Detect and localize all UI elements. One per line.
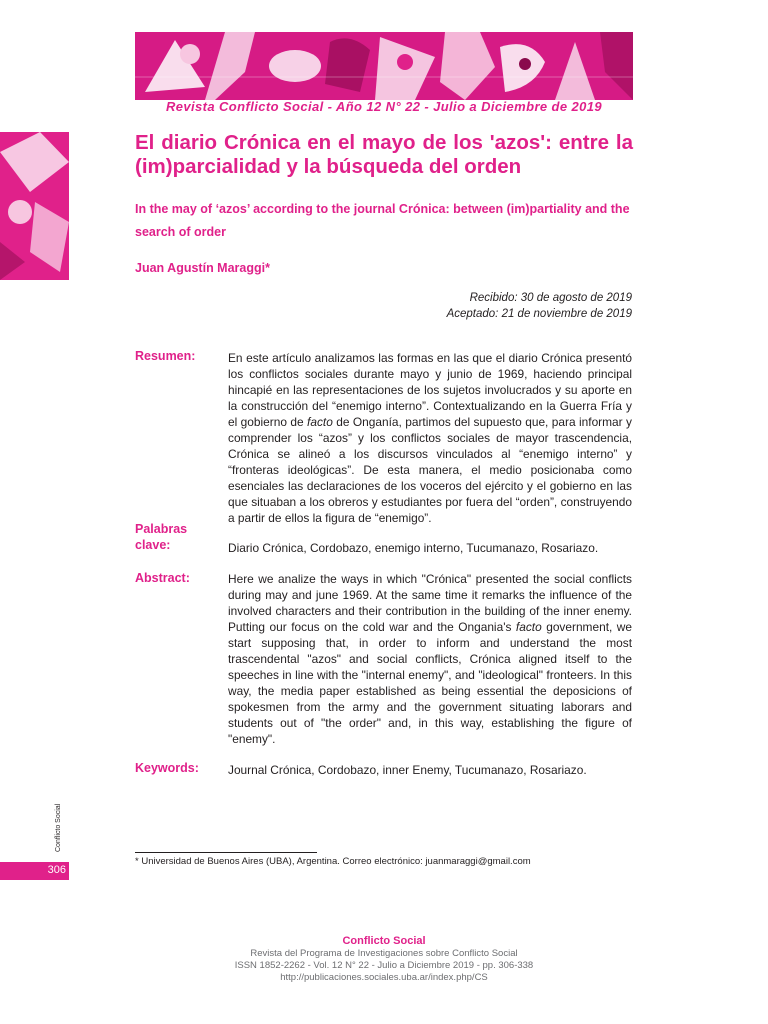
article-title: El diario Crónica en el mayo de los 'azos': entre la (im)parcialidad y la búsqueda del orden [135,131,633,178]
page-number-tab [0,862,69,880]
article-subtitle-english: In the may of ‘azos’ according to the journal Crónica: between (im)partiality and the search of order [135,202,630,239]
resumen-text [228,350,632,526]
footer-issn-line: ISSN 1852-2262 - Vol. 12 N° 22 - Julio a Diciembre 2019 - pp. 306-338 [234,960,534,971]
abstract-label: Abstract: [135,571,190,585]
resumen-label: Resumen: [135,349,196,363]
palabras-clave-text: Diario Crónica, Cordobazo, enemigo interno, Tucumanazo, Rosariazo. [228,541,599,555]
abstract-text-part1: Here we analize the ways in which "Crónica" presented the social conflicts during may and june 1969. At the same time it remarks the influence of the involved characters and their contribution in the building of the inner enemy. Putting our focus on the cold war and the Ongania's [228,572,632,634]
abstract-text [228,571,632,747]
submission-dates [447,290,632,322]
palabras-clave-label-line2: clave: [135,538,171,552]
accepted-date: Aceptado: 21 de noviembre de 2019 [446,308,632,320]
journal-issue-line: Revista Conflicto Social - Año 12 N° 22 - Julio a Diciembre de 2019 [165,99,603,114]
footnote-divider [135,852,317,853]
keywords-label: Keywords: [135,761,199,775]
guernica-fragment-icon [0,132,69,280]
resumen-italic: facto [307,415,333,429]
resumen-text-part2: de Onganía, partimos del supuesto que, para informar y comprender los “azos” y los conflictos sociales de mayor trascendencia, Crónica se alineó a los discursos vinculados al “enemigo interno” y “fronteras ideológicas”. De esta manera, el medio posicionaba como esenciales las declaraciones de los voceros del ejército y el gobierno en las que situaban a los obreros y estudiantes por fuera del “orden”, construyendo a partir de ellos la figura de “enemigo”. [228,415,632,525]
page-number: 306 [47,864,66,876]
guernica-collage-icon [135,32,633,100]
palabras-clave-label-line1: Palabras [135,522,188,536]
footer-url-line: http://publicaciones.sociales.uba.ar/index.php/CS [280,972,488,983]
header-banner-image [135,32,633,100]
abstract-text-part2: government, we start supposing that, in order to inform and understand the most trascendental "azos" and social conflicts, Crónica aligned itself to the speeches in line with the "internal enemy", and "ideological" fronteers. In this way, the media paper established as being essential the deposicions of spokesmen from the army and the government situating laborars and students out of "the order" and, in this way, establishing the figure of "enemy". [228,620,633,746]
keywords-text: Journal Crónica, Cordobazo, inner Enemy, Tucumanazo, Rosariazo. [228,763,587,777]
author-footnote: * Universidad de Buenos Aires (UBA), Argentina. Correo electrónico: juanmaraggi@gmail.com [135,856,531,867]
footer-journal-name: Conflicto Social [342,935,426,947]
footer-program-line: Revista del Programa de Investigaciones sobre Conflicto Social [250,948,518,959]
palabras-clave-label [135,521,187,553]
side-banner-image [0,132,69,280]
margin-journal-label: Conflicto Social [55,803,62,852]
resumen-text-part1: En este artículo analizamos las formas en las que el diario Crónica presentó los conflictos sociales durante mayo y junio de 1969, haciendo principal hincapié en las representaciones de los sujetos involucrados y su aporte en la construcción del “enemigo interno”. Contextualizando en la Guerra Fría y el gobierno de [228,351,632,429]
page-footer [135,934,633,984]
received-date: Recibido: 30 de agosto de 2019 [469,292,632,304]
abstract-italic: facto [515,620,542,634]
author-name: Juan Agustín Maraggi* [135,261,270,275]
